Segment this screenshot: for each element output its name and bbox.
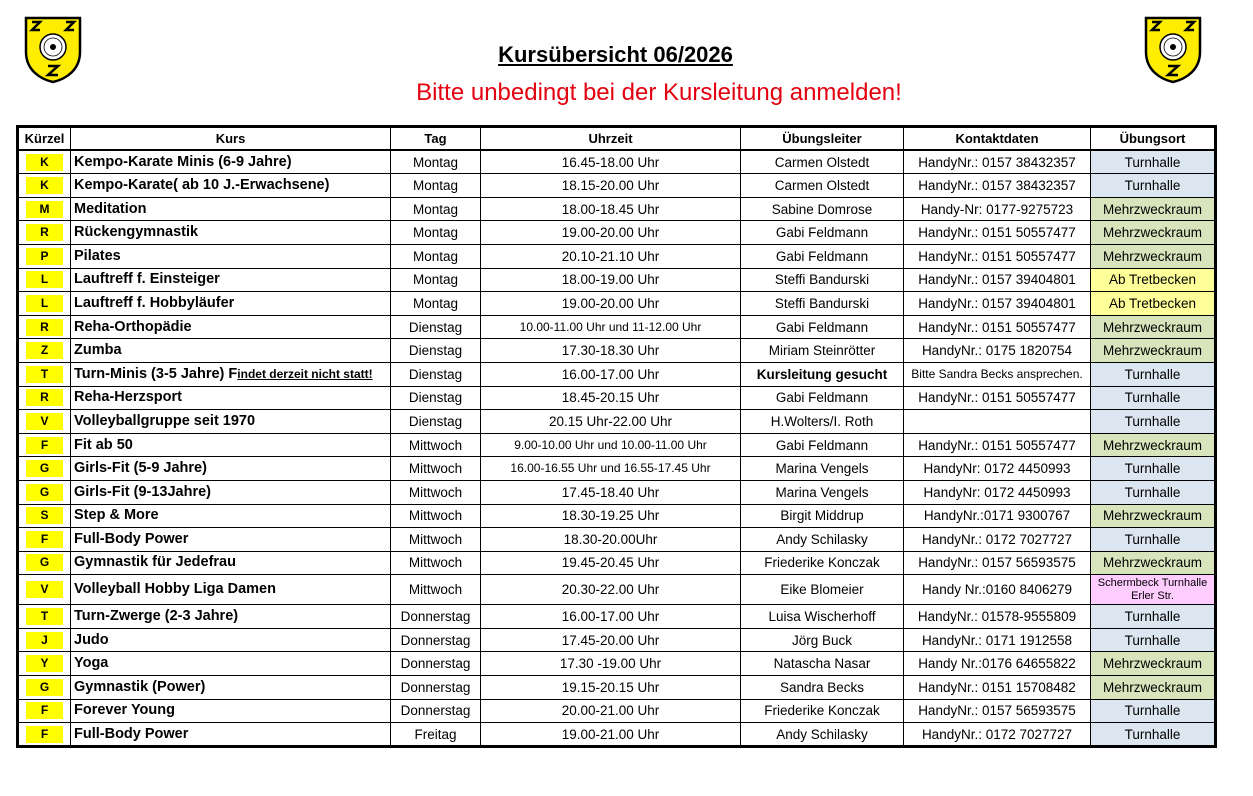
cell-contact: HandyNr.: 0151 50557477: [904, 221, 1091, 245]
cell-place: Turnhalle: [1091, 386, 1216, 410]
cell-leader: Natascha Nasar: [741, 652, 904, 676]
table-row: [18, 628, 1216, 652]
cell-time: 20.10-21.10 Uhr: [481, 244, 741, 268]
abbr-badge: J: [26, 632, 63, 649]
course-name: Kempo-Karate Minis (6-9 Jahre): [74, 153, 292, 170]
table-row: [18, 575, 1216, 605]
cell-leader: H.Wolters/I. Roth: [741, 410, 904, 434]
cell-day: Mittwoch: [391, 433, 481, 457]
abbr-badge: G: [26, 484, 63, 501]
cell-abbr: [18, 551, 71, 575]
cell-contact: HandyNr.:0171 9300767: [904, 504, 1091, 528]
cell-leader: Kursleitung gesucht: [741, 362, 904, 386]
course-name: Gymnastik (Power): [74, 678, 206, 695]
column-header-place: Übungsort: [1091, 127, 1216, 151]
course-name: Gymnastik für Jedefrau: [74, 554, 236, 571]
cell-course: [71, 221, 391, 245]
abbr-badge: F: [26, 437, 63, 454]
course-name: Reha-Orthopädie: [74, 318, 192, 335]
cell-abbr: [18, 339, 71, 363]
cell-course: [71, 605, 391, 629]
cell-abbr: [18, 628, 71, 652]
cell-contact: HandyNr: 0172 4450993: [904, 457, 1091, 481]
cell-time: 16.45-18.00 Uhr: [481, 150, 741, 174]
cell-contact: HandyNr.: 0151 50557477: [904, 386, 1091, 410]
abbr-badge: Y: [26, 655, 63, 672]
cell-day: Dienstag: [391, 339, 481, 363]
cell-leader: Gabi Feldmann: [741, 433, 904, 457]
cell-course: [71, 362, 391, 386]
cell-time: 19.15-20.15 Uhr: [481, 676, 741, 700]
cell-place: Turnhalle: [1091, 699, 1216, 723]
cell-leader: Marina Vengels: [741, 457, 904, 481]
cell-abbr: [18, 504, 71, 528]
cell-time: 20.15 Uhr-22.00 Uhr: [481, 410, 741, 434]
course-name: Volleyballgruppe seit 1970: [74, 412, 256, 429]
course-name: Judo: [74, 631, 109, 648]
cell-time: 16.00-17.00 Uhr: [481, 362, 741, 386]
cell-time: 16.00-17.00 Uhr: [481, 605, 741, 629]
cell-course: [71, 652, 391, 676]
page-subtitle: Bitte unbedingt bei der Kursleitung anmelden!: [416, 79, 902, 106]
abbr-badge: G: [26, 679, 63, 696]
cell-day: Mittwoch: [391, 504, 481, 528]
table-row: [18, 174, 1216, 198]
course-table-body: [18, 150, 1216, 746]
table-row: [18, 197, 1216, 221]
cell-leader: Gabi Feldmann: [741, 315, 904, 339]
table-row: [18, 605, 1216, 629]
cell-place: Turnhalle: [1091, 723, 1216, 747]
table-row: [18, 528, 1216, 552]
abbr-badge: K: [26, 154, 63, 171]
cell-day: Montag: [391, 268, 481, 292]
cell-day: Montag: [391, 221, 481, 245]
table-row: [18, 315, 1216, 339]
course-name: Rückengymnastik: [74, 224, 199, 241]
cell-place: Mehrzweckraum: [1091, 652, 1216, 676]
cell-abbr: [18, 244, 71, 268]
cell-course: [71, 268, 391, 292]
cell-contact: [904, 410, 1091, 434]
cell-abbr: [18, 174, 71, 198]
cell-time: 10.00-11.00 Uhr und 11-12.00 Uhr: [481, 315, 741, 339]
cell-time: 17.30 -19.00 Uhr: [481, 652, 741, 676]
cell-contact: HandyNr.: 0157 38432357: [904, 174, 1091, 198]
course-name: Lauftreff f. Hobbyläufer: [74, 294, 235, 311]
cell-contact: HandyNr.: 0172 7027727: [904, 723, 1091, 747]
cell-abbr: [18, 315, 71, 339]
cell-place: Mehrzweckraum: [1091, 315, 1216, 339]
cell-leader: Carmen Olstedt: [741, 174, 904, 198]
cell-leader: Carmen Olstedt: [741, 150, 904, 174]
course-name: Step & More: [74, 507, 159, 524]
cell-day: Montag: [391, 244, 481, 268]
cell-abbr: [18, 528, 71, 552]
cell-course: [71, 551, 391, 575]
cell-contact: Handy Nr.:0176 64655822: [904, 652, 1091, 676]
cell-abbr: [18, 575, 71, 605]
cell-place: Mehrzweckraum: [1091, 504, 1216, 528]
cell-leader: Gabi Feldmann: [741, 221, 904, 245]
cell-time: 16.00-16.55 Uhr und 16.55-17.45 Uhr: [481, 457, 741, 481]
course-name: Girls-Fit (5-9 Jahre): [74, 460, 207, 477]
cell-leader: Andy Schilasky: [741, 723, 904, 747]
cell-time: 18.30-20.00Uhr: [481, 528, 741, 552]
abbr-badge: R: [26, 224, 63, 241]
table-row: [18, 244, 1216, 268]
cell-place: Turnhalle: [1091, 605, 1216, 629]
cell-time: 18.00-18.45 Uhr: [481, 197, 741, 221]
course-name: Turn-Minis (3-5 Jahre) F: [74, 365, 238, 382]
table-row: [18, 339, 1216, 363]
cell-place: Mehrzweckraum: [1091, 244, 1216, 268]
cell-leader: Andy Schilasky: [741, 528, 904, 552]
cell-day: Donnerstag: [391, 605, 481, 629]
cell-day: Dienstag: [391, 386, 481, 410]
table-row: [18, 504, 1216, 528]
column-header-day: Tag: [391, 127, 481, 151]
abbr-badge: K: [26, 177, 63, 194]
cell-day: Mittwoch: [391, 551, 481, 575]
cell-course: [71, 410, 391, 434]
cell-leader: Luisa Wischerhoff: [741, 605, 904, 629]
cell-course: [71, 676, 391, 700]
table-row: [18, 386, 1216, 410]
table-row: [18, 676, 1216, 700]
cell-contact: HandyNr.: 0175 1820754: [904, 339, 1091, 363]
cell-leader: Sabine Domrose: [741, 197, 904, 221]
cell-place: Ab Tretbecken: [1091, 268, 1216, 292]
abbr-badge: F: [26, 726, 63, 743]
cell-place: Mehrzweckraum: [1091, 339, 1216, 363]
cell-abbr: [18, 723, 71, 747]
cell-time: 19.00-20.00 Uhr: [481, 221, 741, 245]
cell-leader: Steffi Bandurski: [741, 268, 904, 292]
cell-abbr: [18, 268, 71, 292]
cell-contact: HandyNr.: 0157 56593575: [904, 699, 1091, 723]
table-row: [18, 433, 1216, 457]
table-row: [18, 699, 1216, 723]
cell-day: Donnerstag: [391, 699, 481, 723]
cell-day: Donnerstag: [391, 676, 481, 700]
cell-abbr: [18, 480, 71, 504]
cell-day: Donnerstag: [391, 652, 481, 676]
course-name: Yoga: [74, 655, 109, 672]
cell-place: Turnhalle: [1091, 174, 1216, 198]
abbr-badge: L: [26, 295, 63, 312]
cell-course: [71, 150, 391, 174]
cell-abbr: [18, 362, 71, 386]
abbr-badge: G: [26, 554, 63, 571]
table-row: [18, 551, 1216, 575]
table-row: [18, 410, 1216, 434]
cell-course: [71, 628, 391, 652]
cell-abbr: [18, 457, 71, 481]
cell-contact: HandyNr.: 0151 50557477: [904, 244, 1091, 268]
cell-place: Turnhalle: [1091, 480, 1216, 504]
cell-leader: Gabi Feldmann: [741, 386, 904, 410]
cell-day: Dienstag: [391, 362, 481, 386]
cell-time: 19.00-20.00 Uhr: [481, 292, 741, 316]
cell-time: 18.45-20.15 Uhr: [481, 386, 741, 410]
table-row: [18, 652, 1216, 676]
cell-abbr: [18, 676, 71, 700]
cell-course: [71, 315, 391, 339]
cell-course: [71, 528, 391, 552]
cell-leader: Miriam Steinrötter: [741, 339, 904, 363]
course-name: Volleyball Hobby Liga Damen: [74, 581, 276, 598]
cell-time: 20.00-21.00 Uhr: [481, 699, 741, 723]
cell-contact: HandyNr.: 0151 50557477: [904, 433, 1091, 457]
cell-leader: Birgit Middrup: [741, 504, 904, 528]
table-row: [18, 362, 1216, 386]
course-note: indet derzeit nicht statt!: [237, 366, 373, 381]
cell-place: Schermbeck Turnhalle Erler Str.: [1091, 575, 1216, 605]
cell-day: Mittwoch: [391, 480, 481, 504]
abbr-badge: V: [26, 413, 63, 430]
cell-abbr: [18, 386, 71, 410]
abbr-badge: T: [26, 608, 63, 625]
cell-time: 20.30-22.00 Uhr: [481, 575, 741, 605]
cell-course: [71, 244, 391, 268]
cell-day: Montag: [391, 292, 481, 316]
cell-abbr: [18, 699, 71, 723]
cell-abbr: [18, 605, 71, 629]
cell-leader: Eike Blomeier: [741, 575, 904, 605]
abbr-badge: T: [26, 366, 63, 383]
column-header-contact: Kontaktdaten: [904, 127, 1091, 151]
cell-contact: HandyNr.: 0171 1912558: [904, 628, 1091, 652]
table-row: [18, 723, 1216, 747]
cell-abbr: [18, 433, 71, 457]
course-name: Lauftreff f. Einsteiger: [74, 271, 220, 288]
cell-day: Montag: [391, 174, 481, 198]
cell-course: [71, 457, 391, 481]
course-name: Meditation: [74, 200, 147, 217]
table-row: [18, 292, 1216, 316]
cell-place: Turnhalle: [1091, 150, 1216, 174]
course-name: Girls-Fit (9-13Jahre): [74, 483, 211, 500]
cell-contact: Handy-Nr: 0177-9275723: [904, 197, 1091, 221]
cell-course: [71, 504, 391, 528]
cell-time: 18.00-19.00 Uhr: [481, 268, 741, 292]
abbr-badge: V: [26, 581, 63, 598]
cell-time: 19.45-20.45 Uhr: [481, 551, 741, 575]
table-header-row: [18, 127, 1216, 151]
table-row: [18, 457, 1216, 481]
cell-course: [71, 723, 391, 747]
cell-place: Mehrzweckraum: [1091, 676, 1216, 700]
cell-place: Mehrzweckraum: [1091, 551, 1216, 575]
course-name: Forever Young: [74, 702, 175, 719]
cell-day: Montag: [391, 150, 481, 174]
abbr-badge: Z: [26, 342, 63, 359]
course-name: Fit ab 50: [74, 436, 133, 453]
course-name: Turn-Zwerge (2-3 Jahre): [74, 608, 239, 625]
table-row: [18, 268, 1216, 292]
cell-leader: Jörg Buck: [741, 628, 904, 652]
column-header-time: Uhrzeit: [481, 127, 741, 151]
cell-abbr: [18, 197, 71, 221]
cell-day: Mittwoch: [391, 528, 481, 552]
cell-course: [71, 480, 391, 504]
cell-time: 19.00-21.00 Uhr: [481, 723, 741, 747]
cell-abbr: [18, 150, 71, 174]
cell-day: Donnerstag: [391, 628, 481, 652]
abbr-badge: G: [26, 460, 63, 477]
abbr-badge: R: [26, 389, 63, 406]
table-row: [18, 150, 1216, 174]
cell-contact: HandyNr.: 0151 15708482: [904, 676, 1091, 700]
abbr-badge: P: [26, 248, 63, 265]
cell-contact: HandyNr.: 0172 7027727: [904, 528, 1091, 552]
cell-place: Mehrzweckraum: [1091, 221, 1216, 245]
cell-course: [71, 197, 391, 221]
cell-course: [71, 575, 391, 605]
cell-leader: Gabi Feldmann: [741, 244, 904, 268]
column-header-abbr: Kürzel: [18, 127, 71, 151]
cell-leader: Marina Vengels: [741, 480, 904, 504]
cell-contact: HandyNr.: 0151 50557477: [904, 315, 1091, 339]
cell-course: [71, 433, 391, 457]
course-table: [16, 125, 1217, 748]
cell-leader: Friederike Konczak: [741, 699, 904, 723]
abbr-badge: L: [26, 271, 63, 288]
course-name: Full-Body Power: [74, 530, 189, 547]
cell-course: [71, 386, 391, 410]
cell-day: Dienstag: [391, 410, 481, 434]
cell-leader: Friederike Konczak: [741, 551, 904, 575]
abbr-badge: R: [26, 319, 63, 336]
cell-contact: Handy Nr.:0160 8406279: [904, 575, 1091, 605]
cell-time: 17.30-18.30 Uhr: [481, 339, 741, 363]
cell-contact: Bitte Sandra Becks ansprechen.: [904, 362, 1091, 386]
cell-place: Turnhalle: [1091, 410, 1216, 434]
cell-place: Turnhalle: [1091, 628, 1216, 652]
cell-time: 18.15-20.00 Uhr: [481, 174, 741, 198]
cell-leader: Sandra Becks: [741, 676, 904, 700]
cell-day: Dienstag: [391, 315, 481, 339]
cell-place: Turnhalle: [1091, 528, 1216, 552]
cell-contact: HandyNr.: 01578-9555809: [904, 605, 1091, 629]
cell-contact: HandyNr: 0172 4450993: [904, 480, 1091, 504]
cell-place: Ab Tretbecken: [1091, 292, 1216, 316]
cell-time: 17.45-20.00 Uhr: [481, 628, 741, 652]
cell-place: Mehrzweckraum: [1091, 433, 1216, 457]
cell-contact: HandyNr.: 0157 38432357: [904, 150, 1091, 174]
cell-abbr: [18, 292, 71, 316]
cell-contact: HandyNr.: 0157 39404801: [904, 292, 1091, 316]
cell-place: Turnhalle: [1091, 362, 1216, 386]
cell-day: Mittwoch: [391, 575, 481, 605]
cell-abbr: [18, 221, 71, 245]
cell-time: 9.00-10.00 Uhr und 10.00-11.00 Uhr: [481, 433, 741, 457]
cell-contact: HandyNr.: 0157 56593575: [904, 551, 1091, 575]
table-row: [18, 480, 1216, 504]
cell-leader: Steffi Bandurski: [741, 292, 904, 316]
cell-day: Montag: [391, 197, 481, 221]
course-name: Pilates: [74, 247, 121, 264]
cell-course: [71, 699, 391, 723]
cell-time: 18.30-19.25 Uhr: [481, 504, 741, 528]
page-title: Kursübersicht 06/2026: [498, 42, 733, 67]
cell-time: 17.45-18.40 Uhr: [481, 480, 741, 504]
course-name: Zumba: [74, 342, 122, 359]
course-name: Reha-Herzsport: [74, 389, 182, 406]
cell-course: [71, 339, 391, 363]
cell-day: Freitag: [391, 723, 481, 747]
cell-abbr: [18, 410, 71, 434]
course-name: Kempo-Karate( ab 10 J.-Erwachsene): [74, 176, 330, 193]
cell-abbr: [18, 652, 71, 676]
cell-place: Turnhalle: [1091, 457, 1216, 481]
cell-contact: HandyNr.: 0157 39404801: [904, 268, 1091, 292]
abbr-badge: F: [26, 702, 63, 719]
cell-course: [71, 174, 391, 198]
column-header-course: Kurs: [71, 127, 391, 151]
abbr-badge: F: [26, 531, 63, 548]
cell-place: Mehrzweckraum: [1091, 197, 1216, 221]
cell-day: Mittwoch: [391, 457, 481, 481]
column-header-leader: Übungsleiter: [741, 127, 904, 151]
cell-course: [71, 292, 391, 316]
abbr-badge: M: [26, 201, 63, 218]
abbr-badge: S: [26, 507, 63, 524]
table-row: [18, 221, 1216, 245]
course-name: Full-Body Power: [74, 725, 189, 742]
